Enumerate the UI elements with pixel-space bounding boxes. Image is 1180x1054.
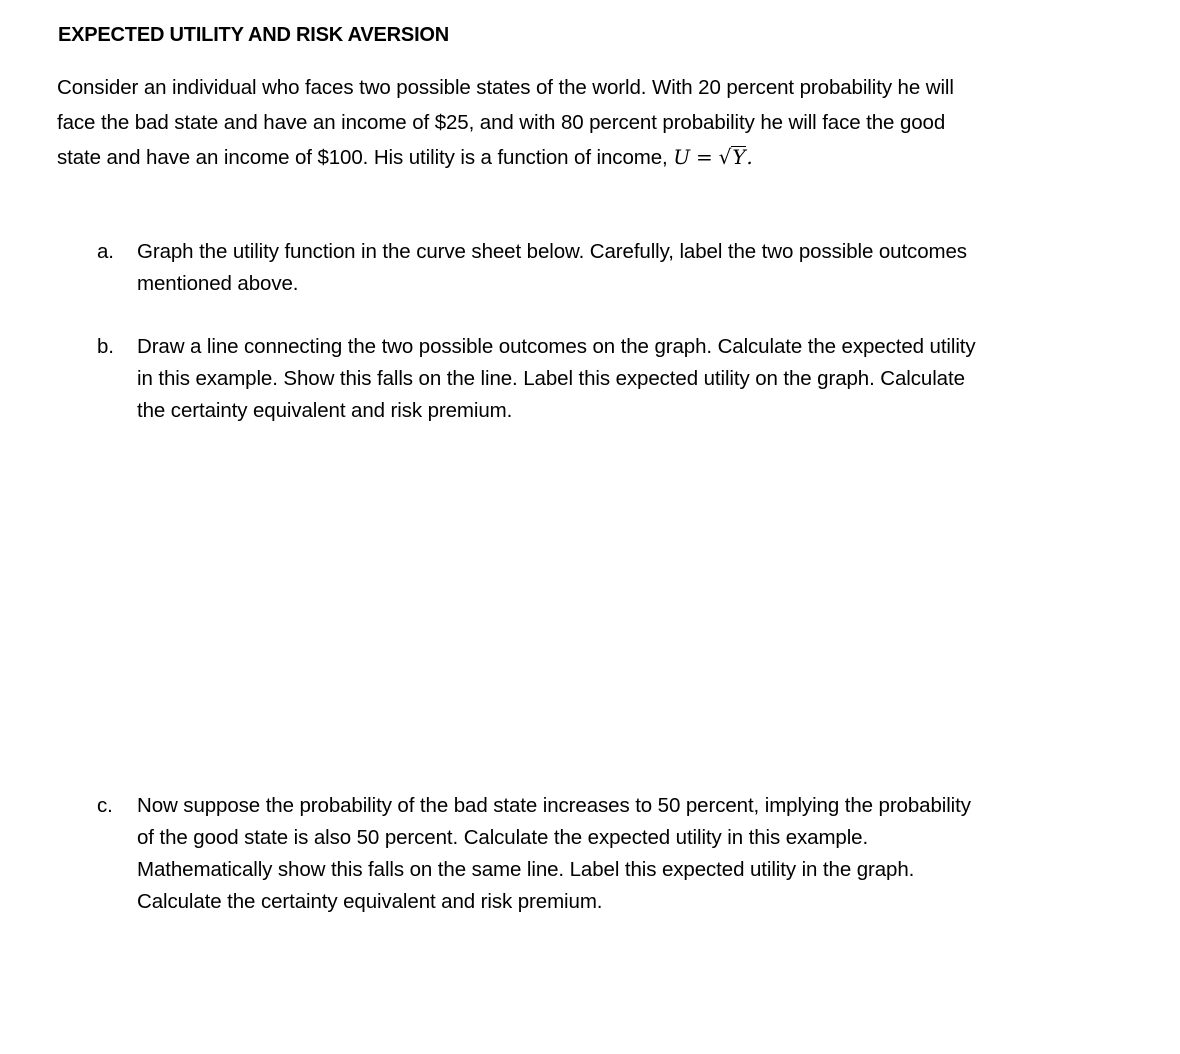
intro-line-1: Consider an individual who faces two possible states of the world. With 20 percent probability he will [57,76,954,99]
utility-formula [673,145,752,169]
question-a-text [137,236,1097,300]
intro-line-3-text: state and have an income of $100. His utility is a function of income, [57,146,674,169]
question-c-text [137,790,1097,918]
question-b-marker: b. [97,335,114,358]
document-title: EXPECTED UTILITY AND RISK AVERSION [58,24,450,46]
formula-period: . [746,145,753,169]
question-b-line-3: the certainty equivalent and risk premium. [137,399,513,422]
formula-equals: = [695,145,713,169]
square-root [719,140,747,175]
question-c-line-3: Mathematically show this falls on the same line. Label this expected utility in the graph. [137,858,915,881]
question-c-line-1: Now suppose the probability of the bad state increases to 50 percent, implying the probability [137,794,971,817]
question-b-line-2: in this example. Show this falls on the line. Label this expected utility on the graph. Calculate [137,367,965,390]
intro-line-2: face the bad state and have an income of $25, and with 80 percent probability he will face the good [57,111,946,134]
radical-sign: √ [718,145,732,169]
question-c-marker: c. [97,794,113,817]
intro-paragraph [57,70,1137,175]
question-a-line-2: mentioned above. [137,272,299,295]
question-c-line-2: of the good state is also 50 percent. Calculate the expected utility in this example. [137,826,869,849]
radicand: Y [732,145,746,169]
question-a-marker: a. [97,240,114,263]
question-a-line-1: Graph the utility function in the curve sheet below. Carefully, label the two possible outcomes [137,240,967,263]
formula-lhs: U [673,145,690,169]
intro-line-3 [57,140,1137,175]
question-b-line-1: Draw a line connecting the two possible outcomes on the graph. Calculate the expected utility [137,335,976,358]
question-b-text [137,331,1097,427]
question-c-line-4: Calculate the certainty equivalent and risk premium. [137,890,603,913]
